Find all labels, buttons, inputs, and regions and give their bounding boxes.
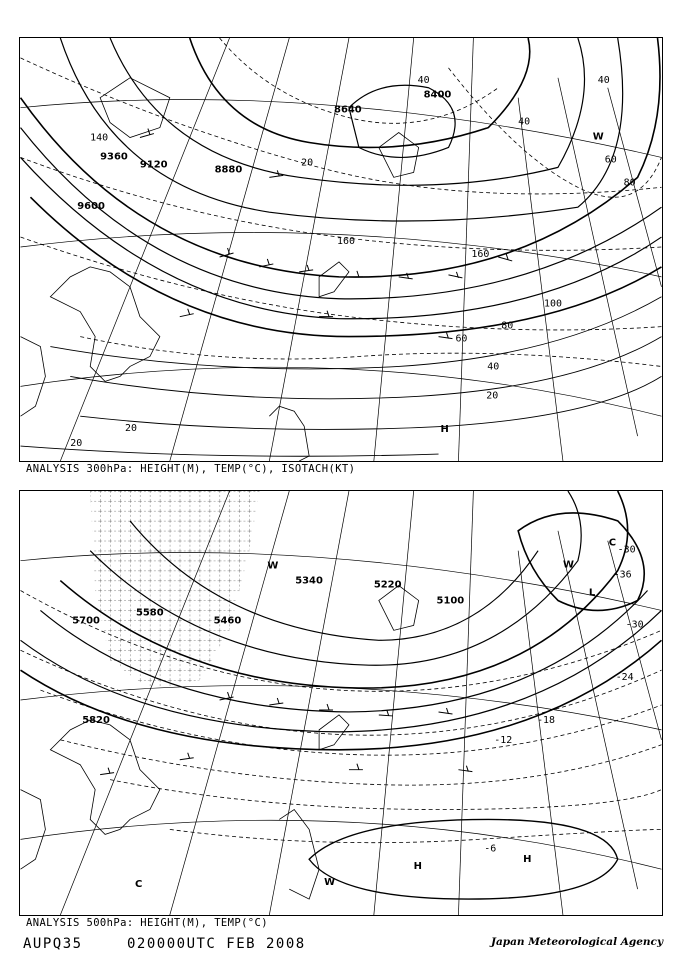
height-label: 5820 [82,714,110,726]
wind-barbs [100,692,472,775]
warm-center: W [592,131,604,143]
isotach-label: 20 [486,390,499,402]
isotach-label: 60 [604,154,617,166]
temp-label: -24 [615,672,634,684]
high-pressure-center: H [440,424,449,436]
cold-center: C [134,879,143,891]
map-500hpa-canvas [20,491,662,915]
coastlines [21,78,419,461]
valid-time: 020000UTC FEB 2008 [127,936,306,952]
temp-label: -36 [613,569,632,581]
isotach-label: 20 [70,438,83,450]
chart-code: AUPQ35 [23,936,83,952]
height-label: 8400 [423,89,452,101]
temp-label: -6 [484,843,497,855]
isotach-label: 20 [125,423,137,435]
isotach-label: 160 [471,248,490,260]
height-label: 5460 [213,615,242,627]
height-label: 9360 [100,151,128,163]
isotach-label: 80 [623,177,636,189]
high-pressure-center: H [413,861,422,873]
height-label: 5700 [72,615,100,627]
isotach-label: 60 [455,333,468,345]
caption-500hpa: ANALYSIS 500hPa: HEIGHT(M), TEMP(°C) [26,917,268,929]
isotach-label: 140 [90,132,109,144]
temp-label: -12 [494,734,513,746]
temp-label: -18 [537,714,556,726]
map-300hpa-canvas [20,38,662,461]
height-label: 5220 [373,579,402,591]
height-contours [21,38,662,337]
isotach-label: 80 [501,320,514,332]
isotach-label: 100 [544,298,562,310]
isotach-label: 40 [487,361,500,373]
map-500hpa [19,490,663,916]
warm-center: W [267,560,279,572]
high-pressure-center: H [523,854,532,866]
agency-credit: Japan Meteorological Agency [491,936,664,948]
graticule [21,38,662,461]
cold-center: C [608,537,617,549]
isotach-label: 40 [518,116,531,128]
isotherms [21,38,662,366]
isotach-label: 40 [417,74,430,86]
isotach-label: 20 [301,157,314,169]
temp-label: -30 [617,544,636,556]
warm-center: W [324,877,336,889]
warm-center: W [562,559,574,571]
low-pressure-center: L [588,587,596,599]
height-label: 5340 [295,575,323,587]
height-label: 8640 [334,104,362,116]
height-label: 8880 [214,164,243,176]
caption-300hpa: ANALYSIS 300hPa: HEIGHT(M), TEMP(°C), ISOTACH(KT) [26,463,356,475]
height-label: 5580 [135,607,164,619]
isotach-label: 40 [597,74,610,86]
map-300hpa [19,37,663,462]
isotach-label: 160 [337,236,355,248]
temp-label: -30 [625,619,644,631]
height-label: 5100 [436,595,465,607]
height-label: 9600 [77,201,105,213]
height-label: 9120 [139,159,168,171]
